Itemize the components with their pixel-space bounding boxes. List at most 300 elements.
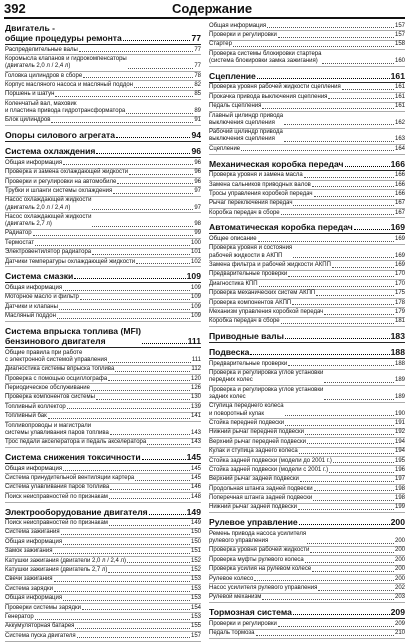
entry-title: Топливопроводы и магистрали системы улавливания паров топлива <box>5 422 109 436</box>
toc-entry[interactable] <box>209 494 405 503</box>
toc-entry[interactable] <box>209 360 405 369</box>
toc-entry[interactable] <box>5 529 201 538</box>
toc-entry[interactable] <box>5 604 201 613</box>
section-title: Система впрыска топлива (MFI) бензинового двигателя <box>5 326 141 347</box>
entry-page-number: 100 <box>190 239 201 246</box>
dot-leader <box>267 27 394 28</box>
section-rule <box>5 141 201 142</box>
entry-page-number: 109 <box>190 313 201 320</box>
toc-entry[interactable] <box>209 129 405 146</box>
entry-title: Датчики и клапаны <box>5 303 58 310</box>
entry-page-number: 194 <box>394 448 405 455</box>
toc-entry[interactable] <box>5 81 201 90</box>
toc-entry[interactable] <box>209 530 405 547</box>
entry-title: Замок зажигания <box>5 548 53 555</box>
entry-page-number: 150 <box>190 538 201 545</box>
toc-section <box>5 451 201 503</box>
toc-entry[interactable] <box>5 557 201 566</box>
toc-entry[interactable] <box>5 230 201 239</box>
dot-leader <box>313 500 394 501</box>
entry-title: Трос педали акселератора и педаль акселератора <box>5 439 147 446</box>
dot-leader <box>123 40 191 41</box>
dot-leader <box>96 399 190 400</box>
toc-entry[interactable] <box>209 308 405 317</box>
toc-entry[interactable] <box>209 209 405 218</box>
toc-entry[interactable] <box>209 299 405 308</box>
entry-title: Замена фильтра и рабочей жидкости АКПП <box>209 262 331 269</box>
entry-page-number: 78 <box>194 72 201 79</box>
entry-title: Верхний рычаг задней подвески <box>209 476 299 483</box>
entry-title: Общая информация <box>5 159 63 166</box>
toc-entry[interactable] <box>209 485 405 494</box>
toc-entry[interactable] <box>5 465 201 474</box>
section-page-number: 209 <box>390 607 405 618</box>
section-heading[interactable] <box>209 606 405 618</box>
toc-entry[interactable] <box>5 613 201 622</box>
entry-page-number: 202 <box>394 585 405 592</box>
section-rule <box>5 463 201 464</box>
toc-entry[interactable] <box>209 41 405 50</box>
dot-leader <box>333 462 394 463</box>
toc-section <box>5 506 201 642</box>
entry-page-number: 190 <box>394 410 405 417</box>
dot-leader <box>92 254 190 255</box>
section-page-number: 145 <box>186 451 201 462</box>
section-title: Двигатель - общие процедуры ремонта <box>5 23 122 43</box>
entry-title: Проверка системы блокировки стартера (система блокировки замка зажигания) <box>209 50 322 64</box>
entry-page-number: 120 <box>190 375 201 382</box>
toc-entry[interactable] <box>209 620 405 629</box>
section-heading[interactable] <box>5 129 201 141</box>
entry-title: Замена сальников приводных валов <box>209 181 311 188</box>
toc-entry[interactable] <box>209 403 405 420</box>
entry-title: Поиск неисправностей по признакам <box>5 493 108 500</box>
toc-entry[interactable] <box>5 249 201 258</box>
entry-page-number: 189 <box>394 393 405 400</box>
toc-entry[interactable] <box>5 284 201 293</box>
toc-entry[interactable] <box>209 190 405 199</box>
dot-leader <box>142 459 186 460</box>
entry-title: Стартер <box>209 41 232 48</box>
toc-entry[interactable] <box>209 419 405 428</box>
entry-title: Общая информация <box>5 595 63 602</box>
section-title: Электрооборудование двигателя <box>5 506 148 517</box>
toc-entry[interactable] <box>209 271 405 280</box>
entry-page-number: 160 <box>394 57 405 64</box>
entry-title: Педаль тормоза <box>209 630 255 637</box>
section-title: Система снижения токсичности <box>5 451 141 462</box>
entry-page-number: 109 <box>190 285 201 292</box>
section-heading[interactable] <box>209 330 405 342</box>
toc-entry[interactable] <box>209 103 405 112</box>
dot-leader <box>310 552 394 553</box>
entry-title: Рулевое колесо <box>209 575 254 582</box>
dot-leader <box>48 418 190 419</box>
toc-entry[interactable] <box>5 239 201 248</box>
dot-leader <box>135 480 190 481</box>
entry-title: Ступица переднего колеса и поворотный кулак <box>209 403 284 417</box>
toc-entry[interactable] <box>209 245 405 262</box>
toc-entry[interactable] <box>5 520 201 529</box>
toc-entry[interactable] <box>209 584 405 593</box>
entry-title: Проверка компонентов АКПП <box>209 299 292 306</box>
toc-entry[interactable] <box>5 422 201 439</box>
entry-page-number: 148 <box>190 493 201 500</box>
toc-entry[interactable] <box>5 46 201 55</box>
toc-entry[interactable] <box>5 403 201 412</box>
section-heading[interactable] <box>209 158 405 170</box>
entry-page-number: 197 <box>394 476 405 483</box>
toc-entry[interactable] <box>209 466 405 475</box>
entry-title: Трубки и шланги системы охлаждения <box>5 187 113 194</box>
toc-entry[interactable] <box>209 145 405 154</box>
toc-section <box>209 158 405 219</box>
entry-title: Система принудительной вентиляции картера <box>5 474 135 481</box>
section-rule <box>5 157 201 158</box>
dot-leader <box>342 89 394 90</box>
entry-title: Проверка уровня рабочей жидкости сцепления <box>209 84 341 91</box>
toc-entry[interactable] <box>209 50 405 67</box>
entry-page-number: 77 <box>194 63 201 70</box>
header-rule <box>4 17 405 19</box>
toc-entry[interactable] <box>209 290 405 299</box>
dot-leader <box>127 562 190 563</box>
entry-page-number: 157 <box>394 22 405 29</box>
section-heading[interactable] <box>209 346 405 358</box>
toc-entry[interactable] <box>5 72 201 81</box>
dot-leader <box>312 571 394 572</box>
entry-title: Электровентилятор радиатора <box>5 249 92 256</box>
section-title: Автоматическая коробка передач <box>209 222 353 233</box>
toc-entry[interactable] <box>5 91 201 100</box>
toc-entry[interactable] <box>5 294 201 303</box>
entry-page-number: 112 <box>191 366 201 373</box>
dot-leader <box>314 490 394 491</box>
entry-page-number: 179 <box>394 309 405 315</box>
section-page-number: 166 <box>390 158 405 169</box>
toc-entry[interactable] <box>209 566 405 575</box>
entry-title: Проверка механических систем АКПП <box>209 290 316 297</box>
dot-leader <box>254 580 394 581</box>
dot-leader <box>299 453 394 454</box>
section-title: Механическая коробка передач <box>209 158 344 169</box>
section-title: Опоры силового агрегата <box>5 130 116 141</box>
entry-title: Механизм управления коробкой передач <box>209 309 324 315</box>
toc-section <box>209 330 405 343</box>
toc-entry[interactable] <box>5 100 201 117</box>
toc-entry[interactable] <box>209 22 405 31</box>
dot-leader <box>241 150 394 151</box>
dot-leader <box>91 390 190 391</box>
entry-page-number: 153 <box>190 614 201 620</box>
entry-title: Датчики температуры охлаждающей жидкости <box>5 258 136 265</box>
entry-page-number: 157 <box>394 31 405 38</box>
entry-page-number: 126 <box>190 384 201 391</box>
section-heading[interactable] <box>209 221 405 233</box>
toc-entry[interactable] <box>209 93 405 102</box>
toc-entry[interactable] <box>209 235 405 244</box>
entry-page-number: 153 <box>190 595 201 602</box>
dot-leader <box>324 399 394 400</box>
entry-title: Общее описание <box>209 236 257 243</box>
section-heading[interactable] <box>5 325 201 347</box>
toc-entry[interactable] <box>5 349 201 366</box>
entry-page-number: 163 <box>394 136 405 143</box>
toc-entry[interactable] <box>5 197 201 214</box>
entry-title: Топливный коллектор <box>5 403 66 410</box>
toc-entry[interactable] <box>209 181 405 190</box>
dot-leader <box>128 68 194 69</box>
entry-page-number: 158 <box>394 41 405 48</box>
section-heading[interactable] <box>5 506 201 518</box>
toc-entry[interactable] <box>209 476 405 485</box>
toc-entry[interactable] <box>209 112 405 129</box>
entry-title: Коленчатый вал, маховик и пластина привода гидротрансформатора <box>5 100 126 114</box>
toc-entry[interactable] <box>5 55 201 72</box>
entry-page-number: 178 <box>394 299 405 306</box>
section-heading[interactable] <box>209 70 405 82</box>
toc-entry[interactable] <box>5 493 201 502</box>
dot-leader <box>113 193 193 194</box>
dot-leader <box>63 600 190 601</box>
toc-section <box>209 22 405 67</box>
toc-entry[interactable] <box>5 413 201 422</box>
entry-title: Проверка с помощью осциллографа <box>5 375 108 382</box>
toc-left-column <box>5 22 201 639</box>
entry-page-number: 200 <box>394 556 405 563</box>
section-page-number: 149 <box>186 506 201 517</box>
entry-title: Диагностика КПП <box>209 280 258 287</box>
dot-leader <box>55 96 193 97</box>
toc-entry[interactable] <box>209 31 405 40</box>
entry-page-number: 145 <box>190 465 201 472</box>
section-heading[interactable] <box>209 516 405 528</box>
entry-page-number: 109 <box>190 303 201 310</box>
entry-title: Поршень и шатун <box>5 91 55 98</box>
toc-entry[interactable] <box>5 576 201 585</box>
entry-title: Верхний рычаг передней подвески <box>209 438 306 445</box>
toc-entry[interactable] <box>5 366 201 375</box>
section-heading[interactable] <box>5 22 201 44</box>
entry-page-number: 200 <box>394 575 405 582</box>
entry-title: Общая информация <box>5 465 63 472</box>
entry-page-number: 162 <box>394 119 405 126</box>
entry-page-number: 154 <box>190 604 201 611</box>
entry-title: Аккумуляторная батарея <box>5 623 75 630</box>
section-heading[interactable] <box>5 270 201 282</box>
entry-title: Рулевой механизм <box>209 594 262 601</box>
entry-title: Насос усилителя рулевого управления <box>209 585 318 592</box>
dot-leader <box>259 286 394 287</box>
entry-title: Проверка усилия на рулевом колесе <box>209 566 312 573</box>
toc-entry[interactable] <box>5 595 201 604</box>
entry-page-number: 170 <box>394 271 405 278</box>
entry-title: Стойка задней подвески (модели с 2001 г.) <box>209 466 329 473</box>
toc-entry[interactable] <box>5 313 201 322</box>
toc-entry[interactable] <box>5 159 201 168</box>
entry-title: Ремень привода насоса усилителя рулевого управления <box>209 530 307 545</box>
entry-title: Масляный поддон <box>5 313 56 320</box>
dot-leader <box>281 323 394 324</box>
section-title: Система смазки <box>5 271 74 282</box>
toc-entry[interactable] <box>209 200 405 209</box>
entry-page-number: 152 <box>190 567 201 574</box>
toc-entry[interactable] <box>209 457 405 466</box>
entry-page-number: 101 <box>190 249 201 256</box>
toc-entry[interactable] <box>5 213 201 230</box>
entry-page-number: 149 <box>190 520 201 527</box>
entry-title: Катушки зажигания (двигатель 2,7 л) <box>5 567 108 574</box>
dot-leader <box>293 614 390 615</box>
entry-title: Периодическое обслуживание <box>5 384 90 391</box>
dot-leader <box>284 141 394 142</box>
entry-title: Проверка муфты рулевого колеса <box>209 556 304 563</box>
toc-entry[interactable] <box>5 538 201 547</box>
toc-entry[interactable] <box>5 178 201 187</box>
toc-entry[interactable] <box>5 566 201 575</box>
entry-page-number: 151 <box>190 548 201 555</box>
section-heading[interactable] <box>5 451 201 463</box>
toc-entry[interactable] <box>209 575 405 584</box>
toc-entry[interactable] <box>5 384 201 393</box>
dot-leader <box>59 309 190 310</box>
entry-title: Блок цилиндров <box>5 117 51 124</box>
dot-leader <box>332 267 394 268</box>
toc-entry[interactable] <box>209 630 405 639</box>
entry-title: Система зарядки <box>5 585 53 592</box>
dot-leader <box>147 444 190 445</box>
entry-page-number: 169 <box>394 252 405 259</box>
entry-title: Поперечная штанга задней подвески <box>209 495 313 502</box>
toc-entry[interactable] <box>209 556 405 565</box>
section-heading[interactable] <box>5 145 201 157</box>
toc-entry[interactable] <box>5 375 201 384</box>
dot-leader <box>63 544 190 545</box>
entry-title: Головка цилиндров в сборе <box>5 72 83 79</box>
dot-leader <box>57 318 190 319</box>
section-title: Приводные валы <box>209 331 284 342</box>
entry-title: Проверки и регулировки на автомобиле <box>5 178 117 185</box>
toc-entry[interactable] <box>209 448 405 457</box>
toc-entry[interactable] <box>5 632 201 641</box>
dot-leader <box>324 314 394 315</box>
entry-page-number: 189 <box>394 377 405 384</box>
toc-entry[interactable] <box>5 187 201 196</box>
toc-entry[interactable] <box>5 258 201 267</box>
entry-title: Насос охлаждающей жидкости (двигатель 2,7 л) <box>5 213 92 228</box>
dot-leader <box>142 343 187 344</box>
toc-entry[interactable] <box>209 84 405 93</box>
dot-leader <box>322 63 394 64</box>
toc-entry[interactable] <box>5 585 201 594</box>
entry-page-number: 153 <box>190 585 201 592</box>
entry-page-number: 89 <box>194 107 201 114</box>
entry-page-number: 195 <box>394 457 405 464</box>
section-title: Система охлаждения <box>5 146 96 157</box>
dot-leader <box>305 562 394 563</box>
dot-leader <box>257 78 390 79</box>
toc-section <box>209 606 405 639</box>
toc-entry[interactable] <box>209 261 405 270</box>
entry-page-number: 200 <box>394 566 405 573</box>
entry-title: Проверка уровня и состояния рабочей жидкости в АКПП <box>209 245 293 259</box>
entry-page-number: 130 <box>190 394 201 401</box>
dot-leader <box>61 534 190 535</box>
dot-leader <box>285 415 394 416</box>
toc-entry[interactable] <box>209 172 405 181</box>
toc-entry[interactable] <box>5 439 201 448</box>
section-page-number: 169 <box>390 222 405 233</box>
entry-title: Проверка и замена охлаждающей жидкости <box>5 169 129 176</box>
entry-page-number: 153 <box>190 576 201 583</box>
toc-entry[interactable] <box>5 474 201 483</box>
entry-title: Проверка уровня и замена масла <box>209 172 303 179</box>
toc-section <box>5 145 201 267</box>
entry-title: Коробка передач в сборе <box>209 318 280 325</box>
page-number: 392 <box>4 1 26 16</box>
entry-page-number: 98 <box>194 221 201 228</box>
entry-page-number: 203 <box>394 594 405 601</box>
entry-page-number: 91 <box>194 117 201 124</box>
toc-entry[interactable] <box>209 429 405 438</box>
entry-page-number: 166 <box>394 190 405 197</box>
toc-entry[interactable] <box>5 548 201 557</box>
entry-page-number: 192 <box>394 429 405 436</box>
toc-entry[interactable] <box>5 623 201 632</box>
toc-entry[interactable] <box>209 280 405 289</box>
entry-title: Проверка и регулировка углов установки передних колес <box>209 370 324 384</box>
dot-leader <box>63 290 190 291</box>
toc-entry[interactable] <box>5 303 201 312</box>
dot-leader <box>54 591 190 592</box>
section-rule <box>209 82 405 83</box>
dot-leader <box>298 509 394 510</box>
toc-entry[interactable] <box>209 386 405 403</box>
entry-title: Диагностика системы впрыска топлива <box>5 366 115 373</box>
dot-leader <box>77 637 190 638</box>
toc-entry[interactable] <box>5 484 201 493</box>
toc-entry[interactable] <box>209 370 405 387</box>
entry-page-number: 111 <box>191 356 201 363</box>
entry-page-number: 161 <box>394 84 405 91</box>
toc-entry[interactable] <box>209 438 405 447</box>
dot-leader <box>35 245 190 246</box>
toc-entry[interactable] <box>5 117 201 126</box>
dot-leader <box>256 635 394 636</box>
toc-entry[interactable] <box>5 169 201 178</box>
toc-section <box>5 22 201 126</box>
toc-section <box>5 129 201 142</box>
entry-page-number: 97 <box>194 204 201 211</box>
entry-title: Распределительные валы <box>5 46 78 53</box>
toc-entry[interactable] <box>209 594 405 603</box>
entry-title: Рабочий цилиндр привода выключения сцепления <box>209 129 283 143</box>
dot-leader <box>307 543 394 544</box>
section-rule <box>5 518 201 519</box>
toc-entry[interactable] <box>5 394 201 403</box>
entry-page-number: 166 <box>394 181 405 188</box>
toc-entry[interactable] <box>209 504 405 513</box>
toc-section <box>209 70 405 155</box>
toc-entry[interactable] <box>209 318 405 327</box>
toc-entry[interactable] <box>209 547 405 556</box>
entry-title: Кулак и ступица заднего колеса <box>209 448 298 455</box>
entry-page-number: 199 <box>394 504 405 511</box>
section-rule <box>209 170 405 171</box>
dot-leader <box>285 425 394 426</box>
entry-title: Сцепление <box>209 145 241 152</box>
page-header <box>0 0 409 20</box>
